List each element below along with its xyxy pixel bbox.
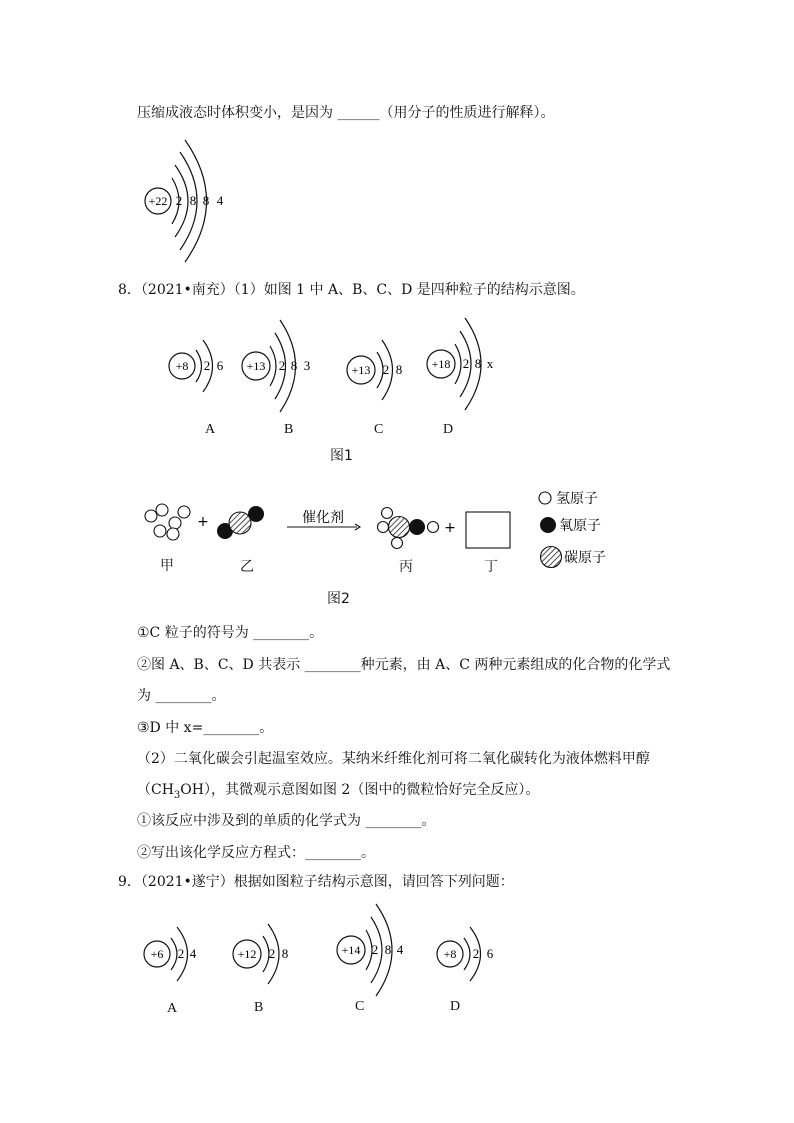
fig2-label-yi: 乙 (240, 559, 254, 575)
q8-sub-2b: 为 ________。 (137, 688, 226, 704)
legend-hydrogen-label: 氢原子 (556, 491, 598, 507)
q8-part2-line1: （2）二氧化碳会引起温室效应。某纳米纤维化剂可将二氧化碳转化为液体燃料甲醇 (137, 751, 650, 767)
q9-label-d: D (450, 999, 461, 1014)
fig2-label-bing: 丙 (399, 559, 413, 575)
q9-atom-a-electron-1: 2 (177, 946, 185, 961)
q9-atom-d-nucleus-label: +8 (443, 947, 457, 961)
q9-atom-d-electron-1: 2 (472, 946, 480, 961)
atom-b-nucleus-label: +13 (246, 359, 266, 373)
question-9-stem: 9．（2021•遂宁）根据如图粒子结构示意图，请回答下列问题： (118, 874, 514, 890)
fig1-label-b: B (284, 422, 294, 437)
q9-atom-a-nucleus-label: +6 (150, 947, 164, 961)
q9-atom-c-nucleus-label: +14 (341, 943, 361, 957)
methanol-formula-prefix: （CH (137, 782, 174, 798)
q9-atom-c-electron-1: 2 (371, 942, 379, 957)
atom-c-electron-2: 8 (395, 362, 403, 377)
methanol-formula-suffix: OH），其微观示意图如图 2（图中的微粒恰好完全反应）。 (180, 782, 540, 798)
atom-a-electron-2: 6 (216, 358, 224, 373)
electron-3: 8 (202, 193, 210, 208)
nucleus-label-atom0: +22 (148, 194, 168, 208)
atom-a-nucleus-label: +8 (175, 359, 189, 373)
legend-oxygen-label: 氧原子 (559, 518, 601, 534)
atom-d-electron-3: x (486, 356, 494, 371)
atom-c-electron-1: 2 (382, 362, 390, 377)
q9-atom-a-electron-2: 4 (189, 946, 197, 961)
atom-b-electron-2: 8 (290, 358, 298, 373)
q9-atom-b-nucleus-label: +12 (237, 947, 257, 961)
atom-d-electron-1: 2 (462, 356, 470, 371)
q8-sub-2a: ②图 A、B、C、D 共表示 ________种元素，由 A、C 两种元素组成的化合物的化学式 (137, 657, 671, 673)
q9-atom-c-electron-3: 4 (396, 942, 404, 957)
question-8-stem: 8．（2021•南充）（1）如图 1 中 A、B、C、D 是四种粒子的结构示意图。 (118, 282, 585, 298)
fig2-label-ding: 丁 (484, 559, 498, 575)
top-line-text: 压缩成液态时体积变小，是因为 ______（用分子的性质进行解释）。 (137, 105, 555, 121)
q9-atom-b-electron-1: 2 (268, 946, 276, 961)
atom-b-electron-1: 2 (278, 358, 286, 373)
atom-d-electron-2: 8 (474, 356, 482, 371)
atom-d-nucleus-label: +18 (431, 357, 451, 371)
fig1-caption: 图1 (330, 448, 353, 464)
fig2-caption: 图2 (327, 591, 350, 607)
fig1-label-d: D (443, 422, 454, 437)
q8-sub-1: ①C 粒子的符号为 ________。 (137, 625, 324, 641)
q8-sub-3: ③D 中 x=________。 (137, 720, 274, 736)
q9-atom-b-electron-2: 8 (281, 946, 289, 961)
q8-part2-sub-2: ②写出该化学反应方程式：________。 (137, 845, 375, 861)
fig1-label-a: A (205, 422, 216, 437)
electron-1: 2 (175, 193, 183, 208)
electron-2: 8 (189, 193, 197, 208)
plus-sign-2: + (444, 520, 456, 536)
q8-part2-sub-1: ①该反应中涉及到的单质的化学式为 ________。 (137, 813, 436, 829)
methanol-subscript: 3 (173, 789, 181, 801)
plus-sign-1: + (197, 514, 209, 530)
catalyst-label: 催化剂 (302, 510, 344, 526)
atom-b-electron-3: 3 (303, 358, 311, 373)
fig2-label-jia: 甲 (160, 558, 174, 574)
q9-label-a: A (167, 1001, 178, 1016)
q9-atom-d-electron-2: 6 (486, 946, 494, 961)
electron-4: 4 (216, 193, 224, 208)
q9-atom-c-electron-2: 8 (384, 942, 392, 957)
q9-label-b: B (254, 1000, 264, 1015)
atom-a-electron-1: 2 (203, 358, 211, 373)
legend-carbon-label: 碳原子 (564, 550, 606, 566)
q9-label-c: C (355, 999, 365, 1014)
fig1-label-c: C (374, 422, 384, 437)
atom-c-nucleus-label: +13 (351, 363, 371, 377)
